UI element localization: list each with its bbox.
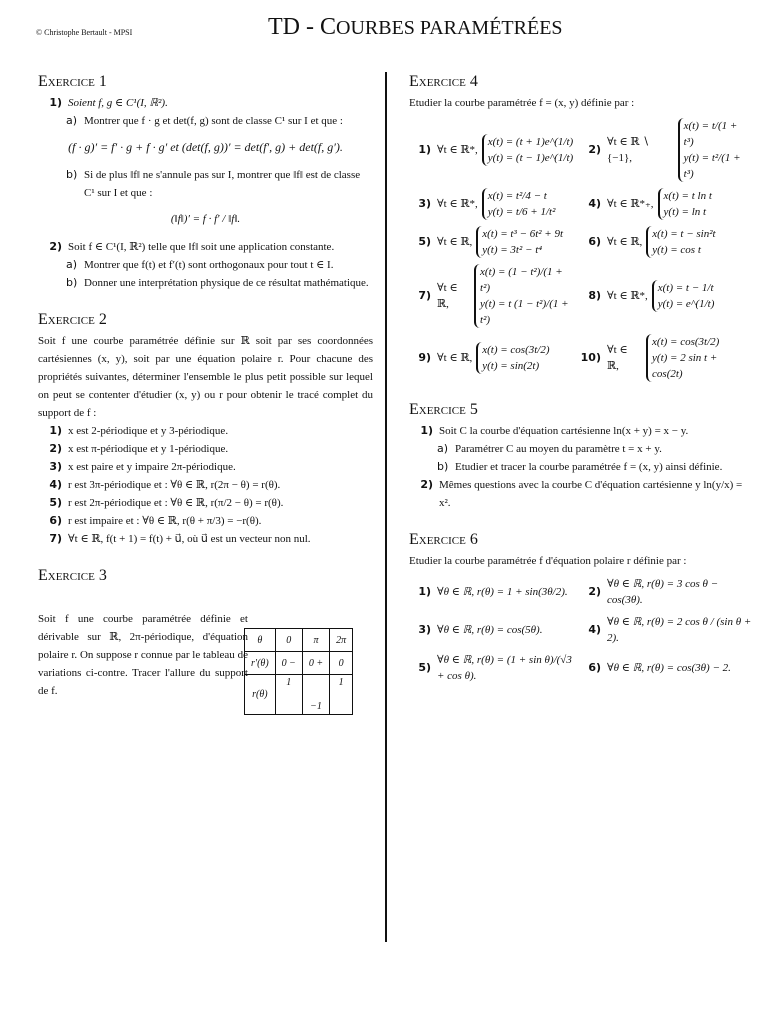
question-number: 1) bbox=[49, 96, 62, 109]
param-item bbox=[579, 264, 754, 328]
y-equation: y(t) = 3t² − t⁴ bbox=[482, 244, 543, 256]
question-text: Soient f, g ∈ C¹(I, ℝ²). bbox=[68, 97, 168, 109]
system bbox=[646, 226, 719, 258]
param-item bbox=[579, 334, 754, 382]
sign: + bbox=[316, 657, 324, 669]
item-text: ∀t ∈ ℝ, f(t + 1) = f(t) + u⃗, où u⃗ est un vecteur non nul. bbox=[68, 533, 311, 545]
polar-item bbox=[579, 576, 754, 608]
item-number: 6) bbox=[588, 661, 601, 674]
exercise-5 bbox=[409, 400, 754, 512]
exercise-text: Soit f une courbe paramétrée définie et dérivable sur ℝ, 2π-périodique, d'équation polaire r. On suppose r connue par le tableau de variations ci-contre. Tracer l'allure du support de f. bbox=[38, 613, 248, 697]
domain: ∀t ∈ ℝ, bbox=[607, 236, 643, 248]
question bbox=[409, 422, 754, 440]
subquestion-text: Montrer que f · g et det(f, g) sont de classe C¹ sur I et que : bbox=[84, 115, 343, 127]
table-cell bbox=[302, 652, 329, 675]
y-equation: y(t) = t²/(1 + t³) bbox=[683, 152, 741, 180]
item-number: 1) bbox=[418, 585, 431, 598]
subquestion-label: b) bbox=[437, 460, 449, 473]
subquestion bbox=[437, 458, 754, 476]
exercise-4 bbox=[409, 72, 754, 382]
system bbox=[652, 280, 719, 312]
item-number: 1) bbox=[418, 143, 431, 156]
question-text: Soit C la courbe d'équation cartésienne ln(x + y) = x − y. bbox=[439, 425, 689, 437]
y-equation: y(t) = e^(1/t) bbox=[657, 298, 715, 310]
subquestion-label: a) bbox=[437, 442, 449, 455]
table-cell: 0 bbox=[330, 652, 353, 675]
polar-item bbox=[579, 614, 754, 646]
table-cell: 0 bbox=[275, 629, 302, 652]
table-cell: −1 bbox=[302, 675, 329, 715]
system bbox=[474, 264, 579, 328]
table-cell: 1 bbox=[330, 675, 353, 715]
item-text: r est impaire et : ∀θ ∈ ℝ, r(θ + π/3) = −r(θ). bbox=[68, 515, 262, 527]
domain: ∀t ∈ ℝ, bbox=[437, 236, 473, 248]
item-number: 5) bbox=[418, 235, 431, 248]
exercise-title: Exercice 1 bbox=[38, 73, 107, 90]
domain: ∀t ∈ ℝ*, bbox=[437, 144, 478, 156]
exercise-title: Exercice 3 bbox=[38, 567, 107, 584]
list-item bbox=[38, 458, 373, 476]
item-number: 2) bbox=[49, 442, 62, 455]
polar-item bbox=[409, 652, 579, 684]
y-equation: y(t) = t (1 − t²)/(1 + t²) bbox=[480, 298, 569, 326]
sign: − bbox=[289, 657, 296, 669]
table-cell: θ bbox=[245, 629, 276, 652]
formula: (‖f‖)′ = f · f′ / ‖f‖. bbox=[170, 213, 241, 225]
exercise-intro: Etudier la courbe paramétrée f = (x, y) définie par : bbox=[409, 97, 635, 109]
param-item bbox=[409, 226, 579, 258]
exercise-title: Exercice 2 bbox=[38, 311, 107, 328]
x-equation: x(t) = t − sin²t bbox=[652, 228, 716, 240]
table-cell: π bbox=[302, 629, 329, 652]
subquestion-text: Si de plus ‖f‖ ne s'annule pas sur I, montrer que ‖f‖ est de classe C¹ sur I et que : bbox=[84, 169, 361, 199]
formula: (f · g)′ = f′ · g + f · g′ et (det(f, g))′ = det(f′, g) + det(f, g′). bbox=[68, 140, 343, 154]
item-text: x est π-périodique et y 1-périodique. bbox=[68, 443, 229, 455]
param-item bbox=[409, 264, 579, 328]
ex6-grid bbox=[409, 576, 754, 684]
ex4-grid bbox=[409, 118, 754, 382]
item-number: 4) bbox=[588, 197, 601, 210]
exercise-6 bbox=[409, 530, 754, 684]
system bbox=[646, 334, 754, 382]
table-cell: r(θ) bbox=[245, 675, 276, 715]
x-equation: x(t) = t − 1/t bbox=[657, 282, 714, 294]
domain: ∀t ∈ ℝ ∖ {−1}, bbox=[607, 136, 650, 164]
question-number: 2) bbox=[49, 240, 62, 253]
subquestion-label: b) bbox=[66, 168, 78, 181]
item-number: 3) bbox=[418, 197, 431, 210]
left-column bbox=[38, 72, 373, 718]
question bbox=[409, 476, 754, 512]
x-equation: x(t) = t ln t bbox=[663, 190, 712, 202]
system bbox=[658, 188, 716, 220]
item-number: 2) bbox=[588, 143, 601, 156]
y-equation: y(t) = ln t bbox=[663, 206, 707, 218]
system bbox=[678, 118, 754, 182]
x-equation: x(t) = (t + 1)e^(1/t) bbox=[487, 136, 574, 148]
question-text: Soit f ∈ C¹(I, ℝ²) telle que ‖f‖ soit une application constante. bbox=[68, 241, 335, 253]
subquestion bbox=[66, 112, 373, 130]
list-item bbox=[38, 476, 373, 494]
list-item bbox=[38, 422, 373, 440]
item-text: ∀θ ∈ ℝ, r(θ) = cos(5θ). bbox=[437, 624, 543, 636]
param-item bbox=[409, 334, 579, 382]
system bbox=[482, 134, 577, 166]
item-text: r est 3π-périodique et : ∀θ ∈ ℝ, r(2π − θ) = r(θ). bbox=[68, 479, 281, 491]
item-number: 6) bbox=[588, 235, 601, 248]
system bbox=[476, 226, 567, 258]
ex2-items bbox=[38, 422, 373, 548]
item-number: 4) bbox=[49, 478, 62, 491]
domain: ∀t ∈ ℝ*, bbox=[607, 290, 648, 302]
title-main: TD - C bbox=[268, 14, 336, 40]
system bbox=[476, 342, 553, 374]
y-equation: y(t) = (t − 1)e^(1/t) bbox=[487, 152, 574, 164]
variation-table bbox=[244, 628, 353, 715]
item-text: x est paire et y impaire 2π-périodique. bbox=[68, 461, 236, 473]
subquestion-text: Donner une interprétation physique de ce résultat mathématique. bbox=[84, 277, 369, 289]
system bbox=[482, 188, 560, 220]
subquestion-text: Paramétrer C au moyen du paramètre t = x + y. bbox=[455, 443, 662, 455]
table-cell: 1 bbox=[275, 675, 302, 715]
x-equation: x(t) = (1 − t²)/(1 + t²) bbox=[480, 266, 563, 294]
param-item bbox=[579, 188, 754, 220]
item-text: x est 2-périodique et y 3-périodique. bbox=[68, 425, 229, 437]
subquestion-text: Montrer que f(t) et f′(t) sont orthogonaux pour tout t ∈ I. bbox=[84, 259, 334, 271]
domain: ∀t ∈ ℝ, bbox=[607, 344, 628, 372]
x-equation: x(t) = t/(1 + t³) bbox=[683, 120, 738, 148]
param-item bbox=[409, 188, 579, 220]
x-equation: x(t) = t³ − 6t² + 9t bbox=[482, 228, 564, 240]
item-number: 5) bbox=[49, 496, 62, 509]
title-rest: OURBES PARAMÉTRÉES bbox=[336, 17, 563, 39]
polar-item bbox=[409, 614, 579, 646]
question-number: 2) bbox=[420, 478, 433, 491]
domain: ∀t ∈ ℝ, bbox=[437, 282, 458, 310]
y-equation: y(t) = t/6 + 1/t² bbox=[487, 206, 556, 218]
subquestion-label: a) bbox=[66, 114, 78, 127]
item-number: 1) bbox=[49, 424, 62, 437]
table-cell: 2π bbox=[330, 629, 353, 652]
item-number: 10) bbox=[580, 351, 601, 364]
item-number: 7) bbox=[49, 532, 62, 545]
exercise-title: Exercice 4 bbox=[409, 73, 478, 90]
copyright: © Christophe Bertault - MPSI bbox=[36, 28, 133, 37]
param-item bbox=[579, 226, 754, 258]
domain: ∀t ∈ ℝ, bbox=[437, 352, 473, 364]
x-equation: x(t) = t²/4 − t bbox=[487, 190, 547, 202]
exercise-title: Exercice 6 bbox=[409, 531, 478, 548]
subquestion bbox=[437, 440, 754, 458]
param-item bbox=[579, 118, 754, 182]
column-divider bbox=[385, 72, 387, 942]
polar-item bbox=[579, 652, 754, 684]
item-number: 6) bbox=[49, 514, 62, 527]
subquestion-label: b) bbox=[66, 276, 78, 289]
exercise-title: Exercice 5 bbox=[409, 401, 478, 418]
item-text: ∀θ ∈ ℝ, r(θ) = 3 cos θ − cos(3θ). bbox=[607, 578, 719, 606]
sign: 0 bbox=[281, 657, 287, 669]
subquestion bbox=[66, 256, 373, 274]
item-number: 9) bbox=[418, 351, 431, 364]
page-title bbox=[268, 14, 563, 41]
question-text: Mêmes questions avec la courbe C d'équation cartésienne y ln(y/x) = x². bbox=[439, 479, 743, 509]
item-number: 3) bbox=[49, 460, 62, 473]
exercise-intro: Soit f une courbe paramétrée définie sur ℝ soit par ses coordonnées cartésiennes (x, y), soit par une équation polaire r. Pour chacune des propriétés suivantes, déterminer l'ensemble le plus petit possible sur lequel on peut se contenter d'étudier (x, y) ou r pour obtenir le tracé complet du support de f : bbox=[38, 335, 373, 419]
x-equation: x(t) = cos(3t/2) bbox=[482, 344, 550, 356]
sign: 0 bbox=[308, 657, 314, 669]
polar-item bbox=[409, 576, 579, 608]
item-text: ∀θ ∈ ℝ, r(θ) = 1 + sin(3θ/2). bbox=[437, 586, 568, 598]
x-equation: x(t) = cos(3t/2) bbox=[652, 336, 720, 348]
item-text: ∀θ ∈ ℝ, r(θ) = 2 cos θ / (sin θ + 2). bbox=[607, 616, 752, 644]
item-number: 2) bbox=[588, 585, 601, 598]
subquestion bbox=[66, 166, 373, 202]
item-number: 5) bbox=[418, 661, 431, 674]
exercise-1 bbox=[38, 72, 373, 292]
item-number: 4) bbox=[588, 623, 601, 636]
item-number: 7) bbox=[418, 289, 431, 302]
domain: ∀t ∈ ℝ*₊, bbox=[607, 198, 654, 210]
item-text: ∀θ ∈ ℝ, r(θ) = (1 + sin θ)/(√3 + cos θ). bbox=[437, 654, 572, 682]
param-item bbox=[409, 118, 579, 182]
right-column bbox=[409, 72, 754, 702]
y-equation: y(t) = cos t bbox=[652, 244, 701, 256]
question bbox=[38, 94, 373, 112]
item-number: 8) bbox=[588, 289, 601, 302]
y-equation: y(t) = 2 sin t + cos(2t) bbox=[652, 352, 718, 380]
subquestion-text: Etudier et tracer la courbe paramétrée f = (x, y) ainsi définie. bbox=[455, 461, 723, 473]
subquestion-label: a) bbox=[66, 258, 78, 271]
item-text: r est 2π-périodique et : ∀θ ∈ ℝ, r(π/2 − θ) = r(θ). bbox=[68, 497, 284, 509]
domain: ∀t ∈ ℝ*, bbox=[437, 198, 478, 210]
question-number: 1) bbox=[420, 424, 433, 437]
table-cell bbox=[275, 652, 302, 675]
list-item bbox=[38, 512, 373, 530]
table-cell: r′(θ) bbox=[245, 652, 276, 675]
item-number: 3) bbox=[418, 623, 431, 636]
question bbox=[38, 238, 373, 256]
subquestion bbox=[66, 274, 373, 292]
y-equation: y(t) = sin(2t) bbox=[482, 360, 540, 372]
item-text: ∀θ ∈ ℝ, r(θ) = cos(3θ) − 2. bbox=[607, 662, 731, 674]
list-item bbox=[38, 494, 373, 512]
exercise-intro: Etudier la courbe paramétrée f d'équation polaire r définie par : bbox=[409, 555, 687, 567]
exercise-2 bbox=[38, 310, 373, 548]
list-item bbox=[38, 530, 373, 548]
list-item bbox=[38, 440, 373, 458]
